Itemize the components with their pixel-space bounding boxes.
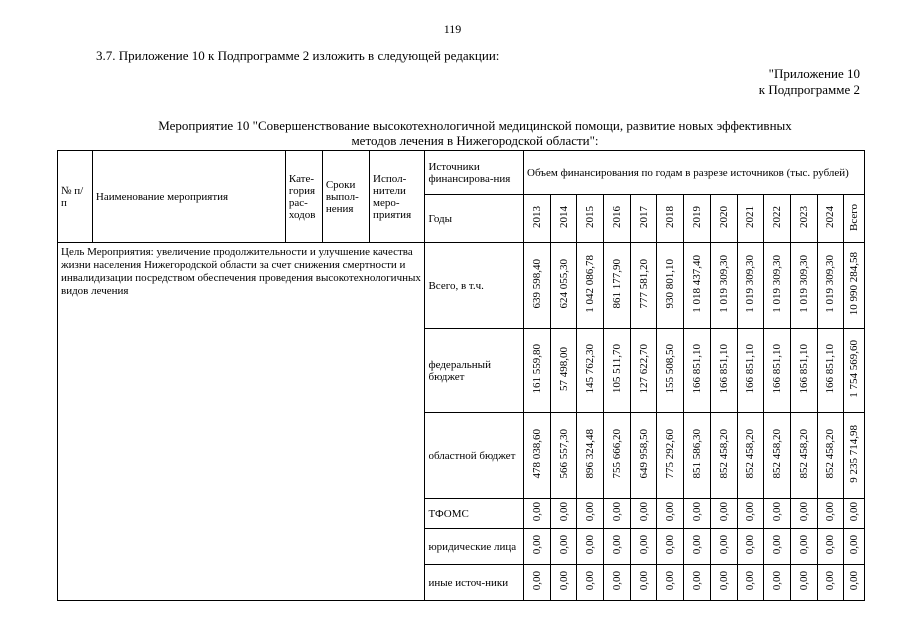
year-header-label: 2022 <box>771 206 784 228</box>
amount-value: 0,00 <box>530 571 543 591</box>
amount-value: 1 019 309,30 <box>744 255 757 313</box>
amount-value: 852 458,20 <box>824 429 837 479</box>
year-header-label: 2021 <box>744 206 757 228</box>
header-terms: Сроки выпол-нения <box>322 151 369 243</box>
amount-cell <box>710 243 737 329</box>
amount-cell <box>604 243 631 329</box>
financing-table <box>57 150 865 601</box>
year-header <box>524 195 551 243</box>
amount-value: 0,00 <box>797 571 810 591</box>
amount-value: 0,00 <box>717 571 730 591</box>
year-header <box>844 195 865 243</box>
measure-goal: Цель Мероприятия: увеличение продолжительности и улучшение качества жизни населения Нижегородской области за счет снижения смертности и инвалидизации посредством обеспечения проведения высокотехнологичных видов лечения <box>58 243 425 601</box>
amount-cell <box>657 329 684 413</box>
amount-value: 155 508,50 <box>664 344 677 394</box>
amount-value: 0,00 <box>690 502 703 522</box>
amount-value: 1 042 086,78 <box>584 255 597 313</box>
amount-cell <box>764 329 791 413</box>
amount-value: 0,00 <box>717 535 730 555</box>
amount-cell <box>790 413 817 499</box>
amount-value: 0,00 <box>824 502 837 522</box>
amount-value: 0,00 <box>797 502 810 522</box>
amount-value: 0,00 <box>848 502 861 522</box>
amount-value: 0,00 <box>771 571 784 591</box>
amount-cell <box>817 243 844 329</box>
appendix-line-2: к Подпрограмме 2 <box>758 82 860 97</box>
amount-value: 478 038,60 <box>530 429 543 479</box>
amount-cell <box>657 565 684 601</box>
amount-value: 852 458,20 <box>744 429 757 479</box>
year-header <box>817 195 844 243</box>
amount-value: 145 762,30 <box>584 344 597 394</box>
amount-cell <box>604 499 631 529</box>
year-header-label: 2018 <box>664 206 677 228</box>
amount-cell <box>684 329 711 413</box>
amount-value: 57 498,00 <box>557 347 570 391</box>
amount-cell <box>710 529 737 565</box>
amount-cell <box>737 499 764 529</box>
amount-cell <box>577 413 604 499</box>
amount-cell <box>790 243 817 329</box>
amount-cell <box>764 565 791 601</box>
amount-cell <box>630 243 657 329</box>
amount-cell <box>604 329 631 413</box>
amount-value: 0,00 <box>824 571 837 591</box>
header-years-label: Годы <box>425 195 524 243</box>
amount-cell <box>550 243 577 329</box>
amount-cell <box>630 529 657 565</box>
year-header-label: 2017 <box>637 206 650 228</box>
amount-cell <box>684 413 711 499</box>
header-num: № п/п <box>58 151 93 243</box>
appendix-reference <box>759 66 860 98</box>
amount-cell <box>684 499 711 529</box>
amount-value: 1 018 437,40 <box>690 255 703 313</box>
amount-cell <box>844 499 865 529</box>
amount-value: 851 586,30 <box>690 429 703 479</box>
amount-cell <box>764 413 791 499</box>
amount-value: 0,00 <box>664 571 677 591</box>
amount-value: 0,00 <box>637 502 650 522</box>
amount-cell <box>550 329 577 413</box>
amount-value: 1 019 309,30 <box>824 255 837 313</box>
amount-value: 852 458,20 <box>717 429 730 479</box>
amount-value: 0,00 <box>610 571 623 591</box>
amount-cell <box>737 329 764 413</box>
amount-value: 755 666,20 <box>610 429 623 479</box>
amount-cell <box>790 529 817 565</box>
amount-cell <box>577 565 604 601</box>
year-header <box>764 195 791 243</box>
amount-value: 1 019 309,30 <box>717 255 730 313</box>
amount-value: 0,00 <box>744 571 757 591</box>
amount-value: 0,00 <box>584 502 597 522</box>
amount-cell <box>604 565 631 601</box>
year-header <box>790 195 817 243</box>
year-header-label: 2014 <box>557 206 570 228</box>
amount-cell <box>524 413 551 499</box>
year-header-label: 2013 <box>530 206 543 228</box>
header-name: Наименование мероприятия <box>92 151 285 243</box>
amount-value: 0,00 <box>664 535 677 555</box>
amount-cell <box>550 565 577 601</box>
amount-cell <box>630 413 657 499</box>
amount-value: 0,00 <box>690 535 703 555</box>
intro-text: 3.7. Приложение 10 к Подпрограмме 2 изложить в следующей редакции: <box>96 48 500 63</box>
amount-cell <box>710 329 737 413</box>
year-header-label: 2019 <box>690 206 703 228</box>
amount-cell <box>737 413 764 499</box>
amount-value: 639 598,40 <box>530 259 543 309</box>
amount-cell <box>737 529 764 565</box>
amount-value: 649 958,50 <box>637 429 650 479</box>
amount-cell <box>524 499 551 529</box>
amount-cell <box>737 565 764 601</box>
funding-source: юридические лица <box>425 529 524 565</box>
amount-cell <box>657 499 684 529</box>
amount-cell <box>817 329 844 413</box>
amount-cell <box>764 499 791 529</box>
funding-source: федеральный бюджет <box>425 329 524 413</box>
funding-source: областной бюджет <box>425 413 524 499</box>
amount-cell <box>684 243 711 329</box>
amount-value: 1 754 569,60 <box>848 340 861 398</box>
year-header-label: 2015 <box>584 206 597 228</box>
amount-cell <box>817 565 844 601</box>
amount-cell <box>524 243 551 329</box>
amount-cell <box>684 529 711 565</box>
amount-value: 0,00 <box>584 535 597 555</box>
amount-value: 0,00 <box>797 535 810 555</box>
amount-cell <box>604 413 631 499</box>
amount-value: 0,00 <box>637 571 650 591</box>
year-header <box>550 195 577 243</box>
amount-cell <box>790 329 817 413</box>
amount-value: 105 511,70 <box>610 344 623 394</box>
amount-value: 166 851,10 <box>717 344 730 394</box>
amount-value: 0,00 <box>664 502 677 522</box>
amount-cell <box>577 499 604 529</box>
year-header <box>630 195 657 243</box>
amount-cell <box>790 565 817 601</box>
amount-value: 0,00 <box>824 535 837 555</box>
amount-value: 0,00 <box>610 502 623 522</box>
amount-cell <box>844 329 865 413</box>
amount-cell <box>604 529 631 565</box>
amount-value: 10 990 284,58 <box>848 252 861 316</box>
amount-cell <box>550 499 577 529</box>
amount-cell <box>524 565 551 601</box>
measure-title <box>85 118 865 148</box>
amount-value: 0,00 <box>530 535 543 555</box>
amount-cell <box>710 499 737 529</box>
amount-cell <box>657 413 684 499</box>
amount-cell <box>844 243 865 329</box>
amount-cell <box>764 529 791 565</box>
header-executors: Испол-нители меро-приятия <box>370 151 425 243</box>
amount-cell <box>550 413 577 499</box>
year-header <box>710 195 737 243</box>
year-header-label: 2023 <box>797 206 810 228</box>
amount-value: 0,00 <box>557 502 570 522</box>
amount-cell <box>630 329 657 413</box>
amount-value: 930 801,10 <box>664 259 677 309</box>
amount-cell <box>764 243 791 329</box>
header-category: Кате-гория рас-ходов <box>285 151 322 243</box>
amount-value: 166 851,10 <box>690 344 703 394</box>
amount-value: 166 851,10 <box>771 344 784 394</box>
amount-cell <box>817 413 844 499</box>
amount-value: 861 177,90 <box>610 259 623 309</box>
amount-cell <box>630 565 657 601</box>
amount-value: 166 851,10 <box>744 344 757 394</box>
amount-cell <box>710 565 737 601</box>
amount-cell <box>524 529 551 565</box>
year-header <box>577 195 604 243</box>
year-header <box>684 195 711 243</box>
amount-value: 896 324,48 <box>584 429 597 479</box>
amount-cell <box>817 529 844 565</box>
amount-value: 0,00 <box>848 535 861 555</box>
amount-cell <box>630 499 657 529</box>
amount-value: 624 055,30 <box>557 259 570 309</box>
amount-cell <box>577 329 604 413</box>
amount-cell <box>577 529 604 565</box>
amount-value: 127 622,70 <box>637 344 650 394</box>
amount-value: 777 581,20 <box>637 259 650 309</box>
year-header <box>657 195 684 243</box>
amount-value: 0,00 <box>717 502 730 522</box>
amount-value: 166 851,10 <box>797 344 810 394</box>
header-sources: Источники финансирова-ния <box>425 151 524 195</box>
year-header-label: 2024 <box>824 206 837 228</box>
amount-value: 0,00 <box>744 502 757 522</box>
amount-value: 775 292,60 <box>664 429 677 479</box>
amount-value: 166 851,10 <box>824 344 837 394</box>
amount-value: 0,00 <box>557 535 570 555</box>
amount-value: 1 019 309,30 <box>771 255 784 313</box>
amount-cell <box>844 413 865 499</box>
amount-value: 0,00 <box>848 571 861 591</box>
table-row <box>58 243 865 329</box>
amount-cell <box>844 565 865 601</box>
amount-cell <box>790 499 817 529</box>
amount-cell <box>657 243 684 329</box>
amount-value: 0,00 <box>530 502 543 522</box>
funding-source: ТФОМС <box>425 499 524 529</box>
measure-title-line-1: Мероприятие 10 "Совершенствование высокотехнологичной медицинской помощи, развитие новых эффективных <box>158 118 792 133</box>
amount-value: 0,00 <box>744 535 757 555</box>
year-header-label: 2016 <box>610 206 623 228</box>
amount-value: 1 019 309,30 <box>797 255 810 313</box>
amount-value: 9 235 714,98 <box>848 425 861 483</box>
amount-value: 852 458,20 <box>797 429 810 479</box>
amount-cell <box>524 329 551 413</box>
measure-title-line-2: методов лечения в Нижегородской области": <box>351 133 599 148</box>
amount-cell <box>657 529 684 565</box>
amount-value: 0,00 <box>610 535 623 555</box>
header-volume: Объем финансирования по годам в разрезе источников (тыс. рублей) <box>524 151 865 195</box>
funding-source: Всего, в т.ч. <box>425 243 524 329</box>
amount-cell <box>577 243 604 329</box>
year-header <box>604 195 631 243</box>
amount-value: 0,00 <box>584 571 597 591</box>
amount-cell <box>710 413 737 499</box>
amount-value: 0,00 <box>771 535 784 555</box>
year-header-label: 2020 <box>717 206 730 228</box>
funding-source: иные источ-ники <box>425 565 524 601</box>
amount-value: 161 559,80 <box>530 344 543 394</box>
amount-value: 0,00 <box>557 571 570 591</box>
amount-value: 0,00 <box>637 535 650 555</box>
amount-value: 0,00 <box>690 571 703 591</box>
amount-value: 0,00 <box>771 502 784 522</box>
year-header <box>737 195 764 243</box>
year-header-label: Всего <box>848 203 861 231</box>
amount-cell <box>844 529 865 565</box>
page-number: 119 <box>443 22 462 36</box>
amount-value: 566 557,30 <box>557 429 570 479</box>
amount-cell <box>737 243 764 329</box>
appendix-line-1: "Приложение 10 <box>768 66 860 81</box>
amount-cell <box>684 565 711 601</box>
amount-value: 852 458,20 <box>771 429 784 479</box>
amount-cell <box>550 529 577 565</box>
amount-cell <box>817 499 844 529</box>
